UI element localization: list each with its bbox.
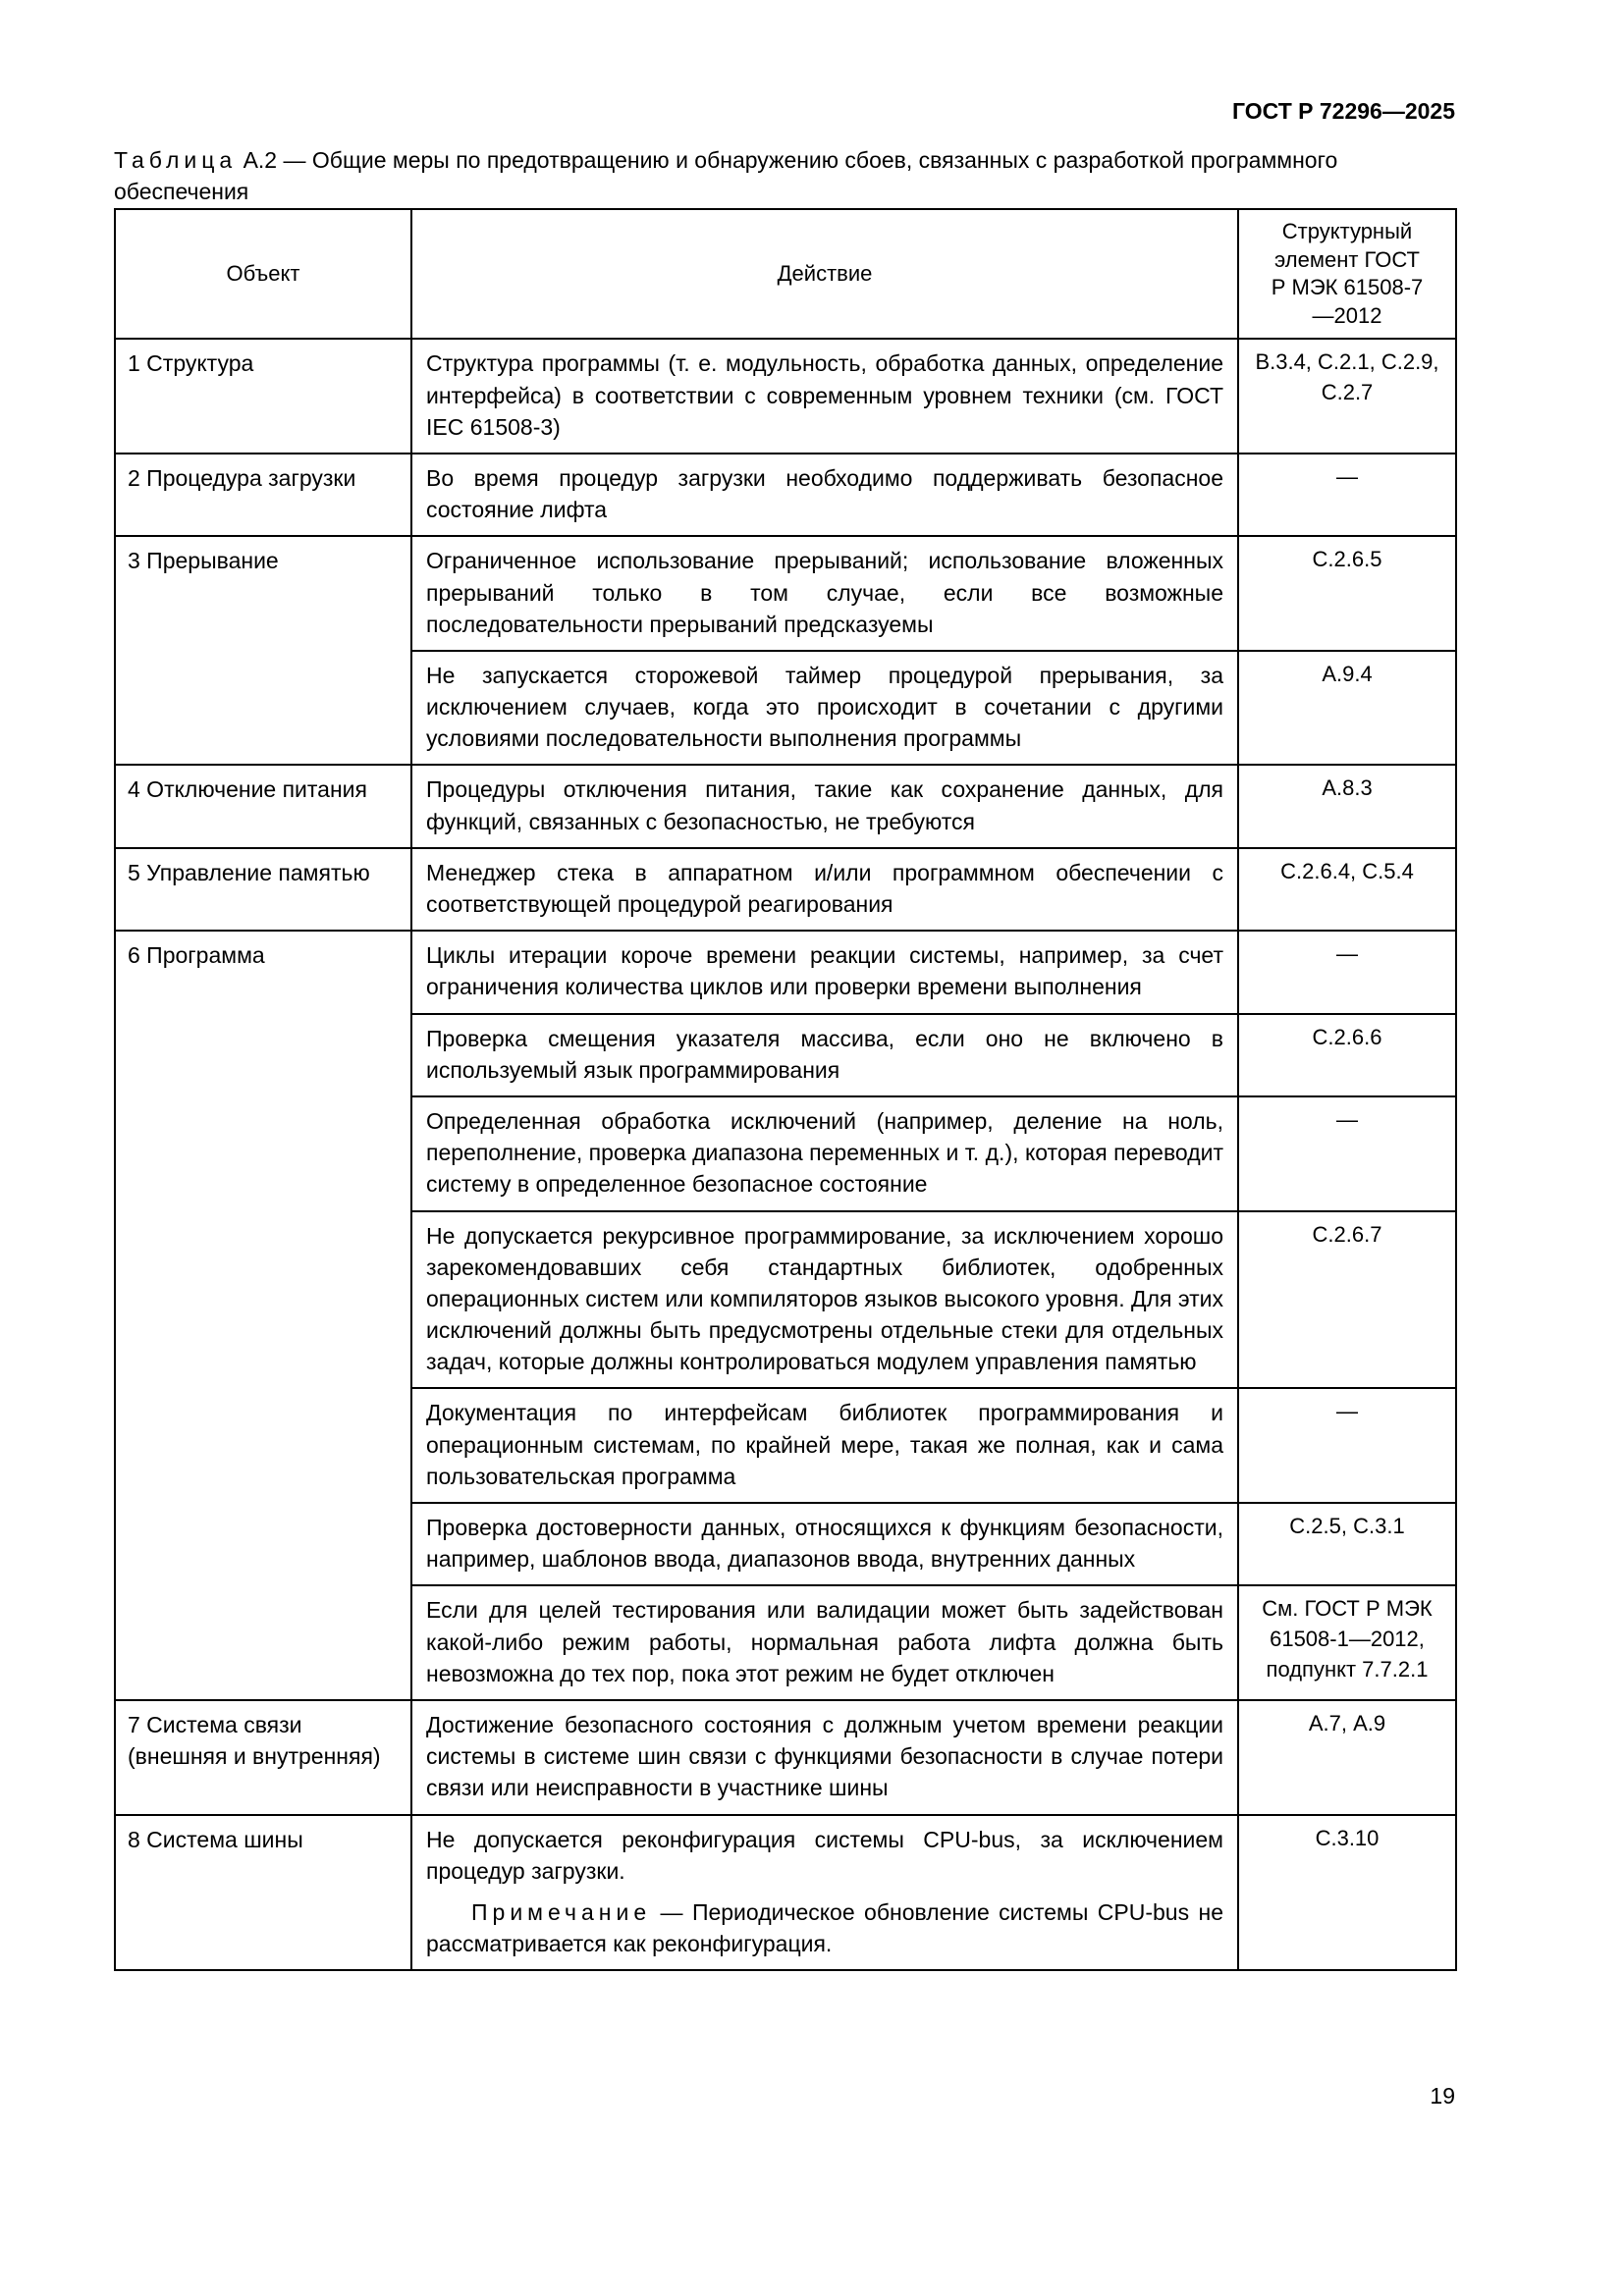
table-header-row [115, 209, 1456, 339]
table-row [115, 765, 1456, 847]
action-cell [411, 536, 1238, 651]
object-cell: 6 Программа [115, 931, 411, 1700]
object-cell: 4 Отключение питания [115, 765, 411, 847]
action-cell [411, 651, 1238, 766]
table-body [115, 339, 1456, 1970]
ref-cell: А.9.4 [1238, 651, 1456, 766]
action-text: Проверка достоверности данных, относящихся к функциям безопасности, например, шаблонов ввода, диапазонов ввода, внутренних данных [426, 1515, 1223, 1573]
object-cell: 7 Система связи (внешняя и внутренняя) [115, 1700, 411, 1815]
ref-cell: С.2.6.7 [1238, 1211, 1456, 1389]
action-text: Ограниченное использование прерываний; использование вложенных прерываний только в том случае, если все возможные последовательности прерываний предсказуемы [426, 548, 1223, 637]
header-cell-ref [1238, 209, 1456, 339]
table-row [115, 1700, 1456, 1815]
action-text: Не допускается реконфигурация системы CPU-bus, за исключением процедур загрузки. [426, 1826, 1223, 1884]
action-cell [411, 848, 1238, 931]
action-cell [411, 1503, 1238, 1585]
ref-cell: А.7, А.9 [1238, 1700, 1456, 1815]
action-text: Не запускается сторожевой таймер процедурой прерывания, за исключением случаев, когда это происходит в сочетании с другими условиями последовательности выполнения программы [426, 662, 1223, 752]
header-label-ref: Структурный элемент ГОСТ Р МЭК 61508-7—2012 [1271, 219, 1424, 328]
action-text: Проверка смещения указателя массива, если оно не включено в используемый язык программирования [426, 1025, 1223, 1083]
action-text: Не допускается рекурсивное программирование, за исключением хорошо зарекомендовавших себя стандартных библиотек, одобренных операционных систем или компиляторов языков высокого уровня. Для этих исключений должны быть предусмотрены отдельные стеки для отдельных задач, которые должны контролироваться модулем управления памятью [426, 1222, 1223, 1375]
doc-header: ГОСТ Р 72296—2025 [1232, 98, 1455, 124]
action-text: Структура программы (т. е. модульность, обработка данных, определение интерфейса) в соответствии с современным уровнем техники (см. ГОСТ IEC 61508-3) [426, 350, 1223, 440]
object-cell: 5 Управление памятью [115, 848, 411, 931]
action-cell [411, 339, 1238, 454]
action-text: Во время процедур загрузки необходимо поддерживать безопасное состояние лифта [426, 464, 1223, 523]
object-cell: 3 Прерывание [115, 536, 411, 765]
ref-cell: С.2.6.5 [1238, 536, 1456, 651]
object-cell: 8 Система шины [115, 1815, 411, 1971]
action-cell [411, 1388, 1238, 1503]
table-wrap [114, 208, 1455, 1971]
action-text: Процедуры отключения питания, такие как сохранение данных, для функций, связанных с безопасностью, не требуются [426, 776, 1223, 834]
ref-cell: В.3.4, С.2.1, С.2.9, С.2.7 [1238, 339, 1456, 454]
header-label-action: Действие [777, 260, 873, 286]
table-row [115, 1815, 1456, 1971]
ref-cell: С.3.10 [1238, 1815, 1456, 1971]
table-row [115, 931, 1456, 1013]
data-table [114, 208, 1457, 1971]
action-cell [411, 931, 1238, 1013]
action-cell [411, 1815, 1238, 1971]
ref-cell: — [1238, 931, 1456, 1013]
object-cell: 1 Структура [115, 339, 411, 454]
ref-cell: С.2.6.6 [1238, 1014, 1456, 1096]
ref-cell: — [1238, 1388, 1456, 1503]
header-cell-object [115, 209, 411, 339]
action-cell [411, 1014, 1238, 1096]
action-cell [411, 1096, 1238, 1211]
caption-text: А.2 — Общие меры по предотвращению и обнаружению сбоев, связанных с разработкой программного обеспечения [114, 147, 1338, 204]
object-cell: 2 Процедура загрузки [115, 454, 411, 536]
caption-label: Таблица [114, 147, 238, 173]
ref-cell: — [1238, 1096, 1456, 1211]
action-cell [411, 765, 1238, 847]
ref-cell: — [1238, 454, 1456, 536]
action-text: Документация по интерфейсам библиотек программирования и операционным системам, по крайней мере, такая же полная, как и сама пользовательская программа [426, 1400, 1223, 1489]
action-text: Менеджер стека в аппаратном и/или программном обеспечении с соответствующей процедурой реагирования [426, 859, 1223, 917]
action-cell [411, 1211, 1238, 1389]
action-cell [411, 1585, 1238, 1700]
table-row [115, 339, 1456, 454]
page-number: 19 [1430, 2083, 1455, 2109]
header-cell-action [411, 209, 1238, 339]
action-text: Определенная обработка исключений (например, деление на ноль, переполнение, проверка диапазона переменных и т. д.), которая переводит систему в определенное безопасное состояние [426, 1107, 1223, 1198]
action-text: Если для целей тестирования или валидации может быть задействован какой-либо режим работы, нормальная работа лифта должна быть невозможна до тех пор, пока этот режим не будет отключен [426, 1597, 1223, 1686]
table-row [115, 454, 1456, 536]
ref-cell: А.8.3 [1238, 765, 1456, 847]
ref-cell: С.2.5, С.3.1 [1238, 1503, 1456, 1585]
action-cell [411, 454, 1238, 536]
action-text: Достижение безопасного состояния с должным учетом времени реакции системы в системе шин связи с функциями безопасности в случае потери связи или неисправности в участнике шины [426, 1711, 1223, 1801]
header-label-object: Объект [226, 260, 300, 286]
table-caption [114, 145, 1455, 207]
ref-cell: См. ГОСТ Р МЭК 61508-1—2012, подпункт 7.7.2.1 [1238, 1585, 1456, 1700]
action-text: Циклы итерации короче времени реакции системы, например, за счет ограничения количества циклов или проверки времени выполнения [426, 942, 1223, 1000]
ref-cell: С.2.6.4, С.5.4 [1238, 848, 1456, 931]
note-text: Примечание — Периодическое обновление системы CPU-bus не рассматривается как реконфигурация. [426, 1898, 1223, 1957]
note-label: Примечание [471, 1898, 652, 1925]
table-row [115, 848, 1456, 931]
action-cell [411, 1700, 1238, 1815]
table-row [115, 536, 1456, 651]
